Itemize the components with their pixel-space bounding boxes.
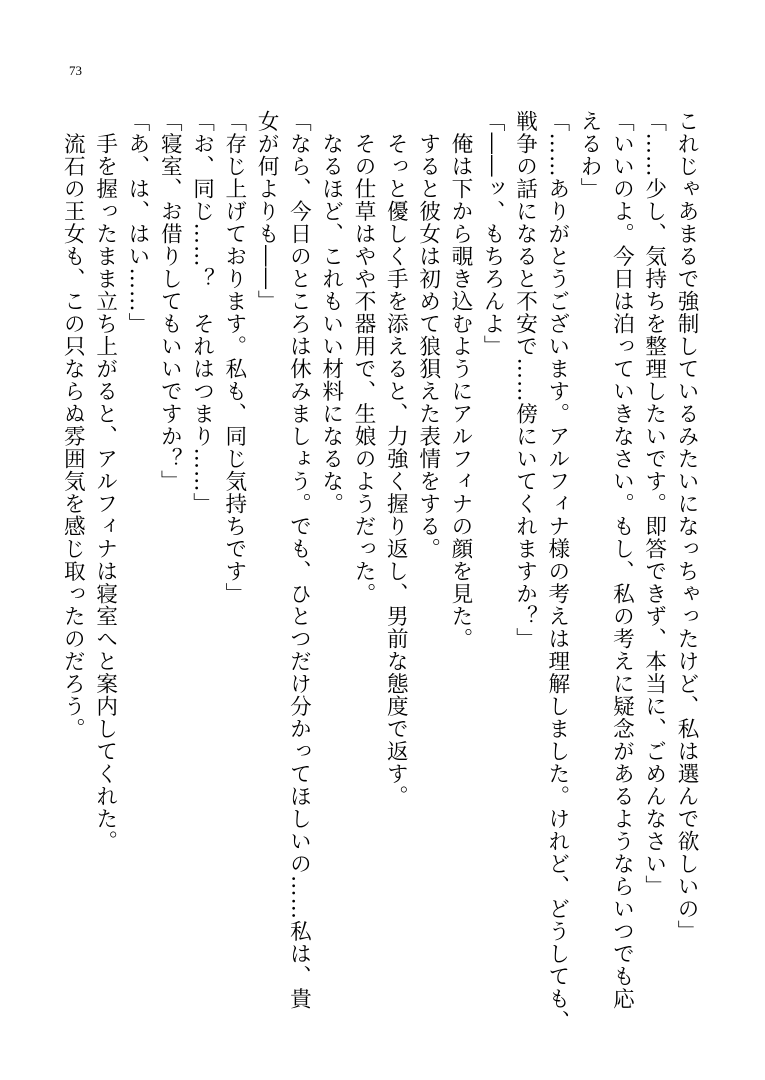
text-line: えるわ」: [577, 110, 603, 200]
text-line: 「――ッ、もちろんよ」: [480, 110, 506, 358]
page-number: 73: [69, 63, 82, 78]
text-line: 俺は下から覗き込むようにアルフィナの顔を見た。: [447, 110, 473, 650]
text-line: 女が何よりも――」: [254, 110, 280, 313]
text-line: 「寝室、お借りしてもいいですか？」: [157, 110, 183, 493]
body-text: [60, 110, 702, 1033]
text-line: 「お、同じ……？ それはつまり……」: [189, 110, 215, 515]
text-line: これじゃあまるで強制しているみたいになっちゃったけど、私は選んで欲しいの」: [674, 110, 699, 943]
text-line: すると彼女は初めて狼狽えた表情をする。: [415, 110, 441, 560]
text-line: なるほど、これもいい材料になるな。: [318, 110, 344, 515]
text-line: 戦争の話になると不安で……傍にいてくれますか？」: [512, 110, 538, 650]
text-line: そっと優しく手を添えると、力強く握り返し、男前な態度で返す。: [383, 110, 409, 808]
text-line: 「……ありがとうございます。アルフィナ様の考えは理解しました。けれど、どうしても、: [544, 110, 570, 1033]
text-line: 「……少し、気持ちを整理したいです。即答できず、本当に、ごめんなさい」: [641, 110, 667, 898]
text-line: 「存じ上げております。私も、同じ気持ちです」: [221, 110, 247, 605]
text-line: 流石の王女も、この只ならぬ雰囲気を感じ取ったのだろう。: [60, 110, 86, 740]
text-line: 手を握ったまま立ち上がると、アルフィナは寝室へと案内してくれた。: [92, 110, 118, 853]
text-line: その仕草はやや不器用で、生娘のようだった。: [351, 110, 377, 605]
text-line: 「いいのよ。今日は泊っていきなさい。もし、私の考えに疑念があるようならいつでも応: [609, 110, 635, 1010]
text-line: 「あ、は、はい……」: [124, 110, 150, 335]
text-line: 「なら、今日のところは休みましょう。でも、ひとつだけ分かってほしいの……私は、貴: [286, 110, 312, 1010]
